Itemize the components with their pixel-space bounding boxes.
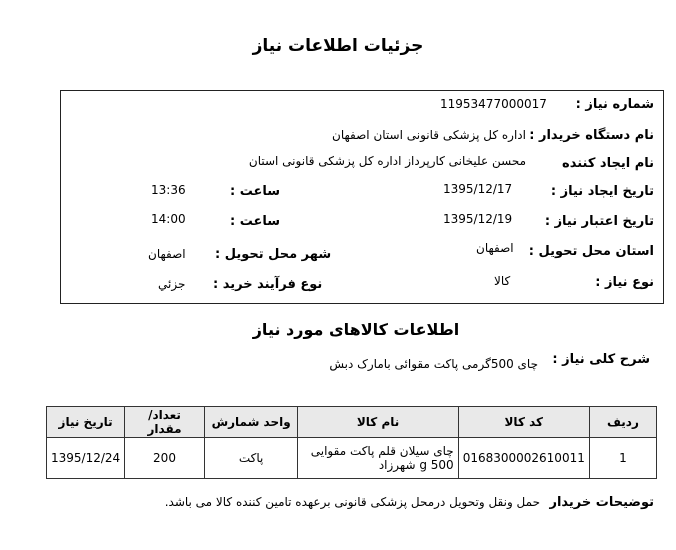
validity-date-value: 1395/12/19 [443, 212, 513, 226]
cell-row-number: 1 [589, 438, 656, 479]
goods-section-title: اطلاعات کالاهای مورد نیاز [252, 320, 460, 339]
summary-label: شرح کلی نیاز : [552, 352, 650, 367]
city-label: شهر محل تحویل : [215, 247, 332, 262]
col-row-number: ردیف [589, 407, 656, 438]
table-header-row [47, 407, 657, 438]
col-unit: واحد شمارش [204, 407, 298, 438]
col-goods-code: کد کالا [458, 407, 589, 438]
created-time-label: ساعت : [230, 184, 281, 199]
table-row [47, 438, 657, 479]
cell-goods-name: چای سیلان قلم پاکت مقوایی 500 g شهرزاد [298, 438, 458, 479]
page-title: جزئیات اطلاعات نیاز [252, 36, 424, 56]
buyer-notes-label: توضیحات خریدار [549, 495, 654, 510]
validity-date-label: تاریخ اعتبار نیاز : [544, 214, 654, 229]
summary-value: چای 500گرمی پاکت مقوائی بامارک دبش [329, 357, 538, 371]
need-number-value: 11953477000017 [440, 97, 547, 111]
process-type-label: نوع فرآیند خرید : [213, 277, 323, 292]
cell-quantity: 200 [125, 438, 205, 479]
col-quantity: تعداد/ مقدار [125, 407, 205, 438]
province-label: استان محل تحویل : [528, 244, 654, 259]
col-goods-name: نام کالا [298, 407, 458, 438]
goods-table [46, 406, 657, 479]
buyer-notes-value: حمل ونقل وتحویل درمحل پزشکی قانونی برعهده تامین کننده کالا می باشد. [164, 495, 540, 509]
province-value: اصفهان [476, 241, 514, 255]
creator-label: نام ایجاد کننده [562, 156, 654, 171]
col-need-date: تاریخ نیاز [47, 407, 125, 438]
validity-time-value: 14:00 [151, 212, 186, 226]
city-value: اصفهان [148, 247, 186, 261]
need-number-label: شماره نیاز : [575, 97, 654, 112]
created-date-value: 1395/12/17 [443, 182, 513, 196]
buyer-org-label: نام دستگاه خریدار : [529, 128, 654, 143]
validity-time-label: ساعت : [230, 214, 281, 229]
cell-unit: پاکت [204, 438, 298, 479]
need-type-value: کالا [494, 274, 511, 288]
process-type-value: جزئي [158, 277, 186, 291]
created-time-value: 13:36 [151, 183, 186, 197]
need-type-label: نوع نیاز : [595, 275, 654, 290]
cell-need-date: 1395/12/24 [47, 438, 125, 479]
cell-goods-code: 0168300002610011 [458, 438, 589, 479]
creator-value: محسن علیخانی کارپرداز اداره کل پزشکی قانونی استان [248, 154, 526, 168]
created-date-label: تاریخ ایجاد نیاز : [550, 184, 654, 199]
buyer-org-value: اداره کل پزشکی قانونی استان اصفهان [332, 128, 526, 142]
